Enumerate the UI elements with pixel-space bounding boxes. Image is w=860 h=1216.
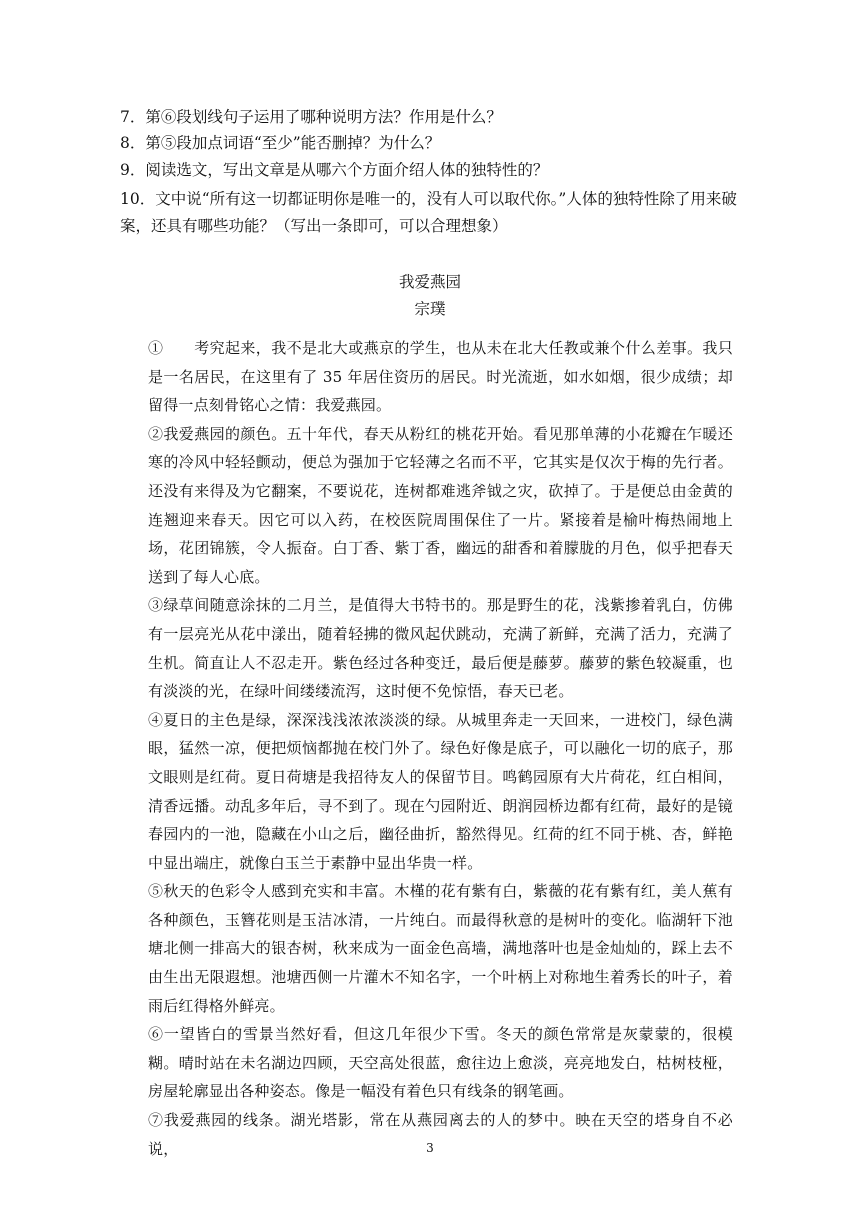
paragraph-4: ④夏日的主色是绿，深深浅浅浓浓淡淡的绿。从城里奔走一天回来，一进校门，绿色满眼，猛然一凉，便把烦恼都抛在校门外了。绿色好像是底子，可以融化一切的底子，那文眼则是红荷。夏日荷塘是我招待友人的保留节目。鸣鹤园原有大片荷花，红白相间，清香远播。动乱多年后，寻不到了。现在勺园附近、朗润园桥边都有红荷，最好的是镜春园内的一池，隐藏在小山之后，幽径曲折，豁然得见。红荷的红不同于桃、杏，鲜艳中显出端庄，就像白玉兰于素静中显出华贵一样。 xyxy=(148,710,733,872)
question-10: 10．文中说“所有这一切都证明你是唯一的，没有人可以取代你。”人体的独特性除了用来破案，还具有哪些功能？（写出一条即可，可以合理想象） xyxy=(120,190,737,235)
paragraph-2: ②我爱燕园的颜色。五十年代，春天从粉红的桃花开始。看见那单薄的小花瓣在乍暖还寒的冷风中轻轻颤动，便总为强加于它轻薄之名而不平，它其实是仅次于梅的先行者。还没有来得及为它翻案，不要说花，连树都难逃斧钺之灾，砍掉了。于是便总由金黄的连翘迎来春天。因它可以入药，在校医院周围保住了一片。紧接着是榆叶梅热闹地上场，花团锦簇，令人振奋。白丁香、紫丁香，幽远的甜香和着朦胧的月色，似乎把春天送到了每人心底。 xyxy=(148,424,733,586)
article-body xyxy=(148,334,733,1163)
page-number: 3 xyxy=(426,1141,434,1155)
paragraph-7: ⑦我爱燕园的线条。湖光塔影，常在从燕园离去的人的梦中。映在天空的塔身自不必说， xyxy=(148,1111,733,1158)
paragraph-6: ⑥一望皆白的雪景当然好看，但这几年很少下雪。冬天的颜色常常是灰蒙蒙的，很模糊。晴时站在未名湖边四顾，天空高处很蓝，愈往边上愈淡，亮亮地发白，枯树枝桠，房屋轮廓显出各种姿态。像是一幅没有着色只有线条的钢笔画。 xyxy=(148,1025,733,1101)
article-author: 宗璞 xyxy=(414,300,446,318)
paragraph-5: ⑤秋天的色彩令人感到充实和丰富。木槿的花有紫有白，紫薇的花有紫有红，美人蕉有各种颜色，玉簪花则是玉洁冰清，一片纯白。而最得秋意的是树叶的变化。临湖轩下池塘北侧一排高大的银杏树，秋来成为一面金色高墙，满地落叶也是金灿灿的，踩上去不由生出无限遐想。池塘西侧一片灌木不知名字，一个叶柄上对称地生着秀长的叶子，着雨后红得格外鲜亮。 xyxy=(148,882,733,1015)
question-9: 9．阅读选文，写出文章是从哪六个方面介绍人体的独特性的？ xyxy=(120,161,549,179)
paragraph-3: ③绿草间随意涂抹的二月兰，是值得大书特书的。那是野生的花，浅紫掺着乳白，仿佛有一层亮光从花中漾出，随着轻拂的微风起伏跳动，充满了新鲜，充满了活力，充满了生机。简直让人不忍走开。紫色经过各种变迁，最后便是藤萝。藤萝的紫色较凝重，也有淡淡的光，在绿叶间缕缕流泻，这时便不免惊悟，春天已老。 xyxy=(148,596,733,701)
paragraph-1: ① 考究起来，我不是北大或燕京的学生，也从未在北大任教或兼个什么差事。我只是一名居民，在这里有了 35 年居住资历的居民。时光流逝，如水如烟，很少成绩；却留得一点刻骨铭心之情：我爱燕园。 xyxy=(148,339,733,415)
question-7: 7．第⑥段划线句子运用了哪种说明方法？作用是什么？ xyxy=(120,108,502,126)
question-8: 8．第⑤段加点词语“至少”能否删掉？为什么？ xyxy=(120,134,441,152)
article-title: 我爱燕园 xyxy=(398,273,461,291)
